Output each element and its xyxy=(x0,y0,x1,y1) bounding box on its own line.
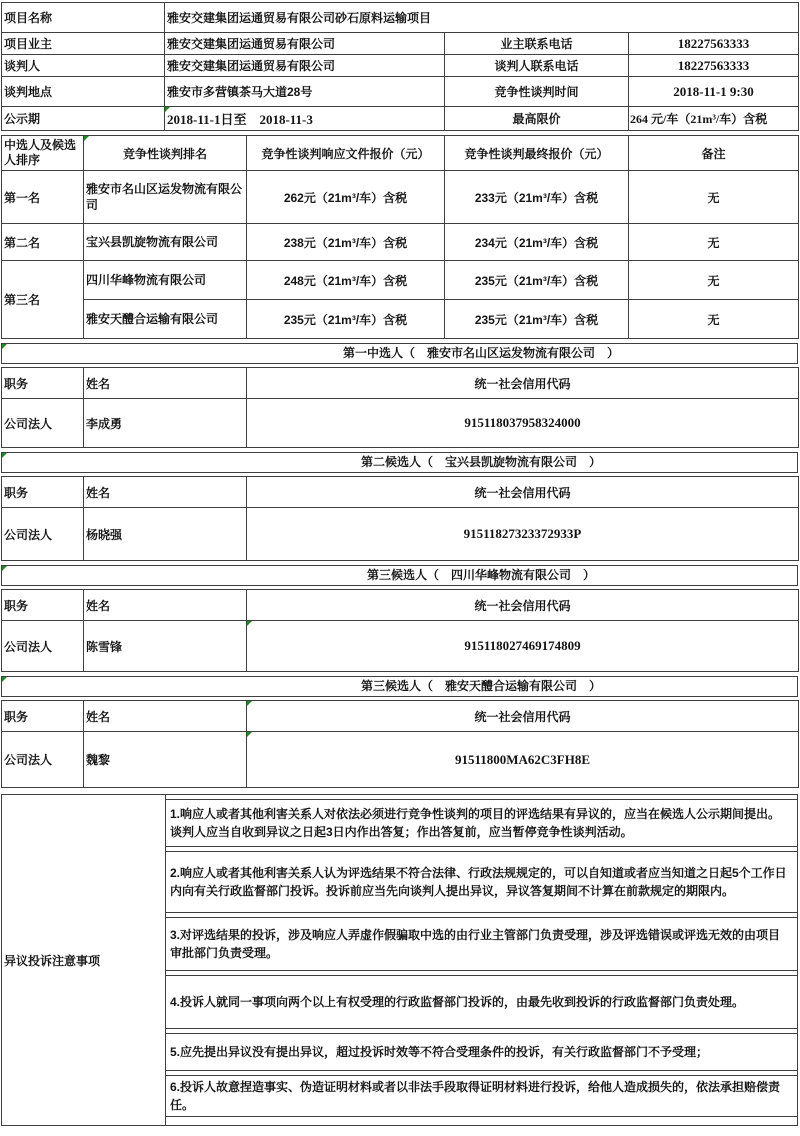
final-price-cell: 235元（21m³/车）含税 xyxy=(445,300,629,339)
name-col-header: 姓名 xyxy=(84,477,247,508)
candidate-3b-title-row xyxy=(1,676,798,697)
final-price-header: 竞争性谈判最终报价（元） xyxy=(445,136,629,171)
note-cell: 无 xyxy=(629,171,799,224)
note-paragraph-4: 4.投诉人就同一事项向两个以上有权受理的行政监督部门投诉的，由最先收到投诉的行政监督部门负责处理。 xyxy=(166,975,797,1029)
location-value: 雅安市多营镇茶马大道28号 xyxy=(165,77,445,107)
owner-label: 项目业主 xyxy=(2,33,165,55)
doc-price-header: 竞争性谈判响应文件报价（元） xyxy=(247,136,445,171)
note-paragraph-1: 1.响应人或者其他利害关系人对依法必须进行竞争性谈判的项目的评选结果有异议的，应当在候选人公示期间提出。谈判人应当自收到异议之日起3日内作出答复；作出答复前，应当暂停竞争性谈判活动。 xyxy=(166,799,797,847)
excel-indicator-icon xyxy=(84,136,89,141)
role-col-header: 职务 xyxy=(2,477,84,508)
company-cell: 雅安市名山区运发物流有限公司 xyxy=(84,171,247,224)
rank-cell: 第一名 xyxy=(2,171,84,224)
candidate-3a-title-row xyxy=(1,565,798,586)
final-price-cell: 235元（21m³/车）含税 xyxy=(445,261,629,300)
excel-indicator-icon xyxy=(2,453,7,458)
legal-person-name: 李成勇 xyxy=(84,399,247,448)
ranking-table xyxy=(1,135,799,339)
excel-indicator-icon xyxy=(2,677,7,682)
candidate-2-title-row xyxy=(1,452,798,473)
code-col-header xyxy=(247,701,799,732)
detail-value-row xyxy=(2,732,799,788)
project-name-value: 雅安交建集团运通贸易有限公司砂石原料运输项目 xyxy=(165,3,799,33)
negotiation-time-label: 竞争性谈判时间 xyxy=(445,77,629,107)
code-col-header: 统一社会信用代码 xyxy=(247,477,799,508)
project-name-label: 项目名称 xyxy=(2,3,165,33)
credit-code-cell xyxy=(247,732,799,788)
candidate-2-title: 第二候选人（ 宝兴县凯旋物流有限公司 ） xyxy=(360,455,601,469)
final-price-cell: 233元（21m³/车）含税 xyxy=(445,171,629,224)
owner-phone-label: 业主联系电话 xyxy=(445,33,629,55)
detail-value-row xyxy=(2,621,799,672)
code-col-header: 统一社会信用代码 xyxy=(247,590,799,621)
note-paragraph-3: 3.对评选结果的投诉，涉及响应人弄虚作假骗取中选的由行业主管部门负责受理，涉及评选错误或评选无效的由项目审批部门负责受理。 xyxy=(166,917,797,971)
code-col-header: 统一社会信用代码 xyxy=(247,368,799,399)
detail-value-row xyxy=(2,508,799,561)
note-cell: 无 xyxy=(629,224,799,261)
table-row xyxy=(2,171,799,224)
negotiator-value: 雅安交建集团运通贸易有限公司 xyxy=(165,55,445,77)
negotiator-phone-value: 18227563333 xyxy=(629,55,799,77)
bid-result-sheet xyxy=(1,2,798,1126)
table-row xyxy=(2,261,799,300)
role-cell: 公司法人 xyxy=(2,621,84,672)
excel-indicator-icon xyxy=(2,344,7,349)
detail-value-row xyxy=(2,399,799,448)
objection-notes-section xyxy=(1,794,798,1126)
credit-code-text: 91511800MA62C3FH8E xyxy=(454,751,591,767)
rank-header-text: 竞争性谈判排名 xyxy=(122,146,207,161)
max-price-label: 最高限价 xyxy=(445,107,629,131)
candidate-2-detail-table xyxy=(1,476,799,561)
doc-price-cell: 262元（21m³/车）含税 xyxy=(247,171,445,224)
publicity-period-value xyxy=(165,107,445,131)
table-row xyxy=(2,224,799,261)
credit-code-cell: 915118037958324000 xyxy=(247,399,799,448)
winner-1-title-row xyxy=(1,343,798,364)
credit-code-cell xyxy=(247,621,799,672)
note-cell: 无 xyxy=(629,261,799,300)
candidate-3a-title: 第三候选人（ 四川华峰物流有限公司 ） xyxy=(366,568,595,582)
note-cell: 无 xyxy=(629,300,799,339)
rank-group-header: 中选人及候选人排序 xyxy=(2,136,84,171)
owner-value: 雅安交建集团运通贸易有限公司 xyxy=(165,33,445,55)
candidate-3b-detail-table xyxy=(1,700,799,788)
credit-code-text: 915118027469174809 xyxy=(464,638,581,653)
credit-code-cell: 91511827323372933P xyxy=(247,508,799,561)
legal-person-name: 陈雪锋 xyxy=(84,621,247,672)
name-col-header: 姓名 xyxy=(84,590,247,621)
table-row xyxy=(2,107,799,131)
name-col-header: 姓名 xyxy=(84,368,247,399)
doc-price-cell: 235元（21m³/车）含税 xyxy=(247,300,445,339)
code-col-header-text: 统一社会信用代码 xyxy=(474,709,571,724)
excel-indicator-icon xyxy=(247,732,252,737)
role-cell: 公司法人 xyxy=(2,732,84,788)
rank-cell: 第二名 xyxy=(2,224,84,261)
owner-phone-value: 18227563333 xyxy=(629,33,799,55)
role-col-header: 职务 xyxy=(2,590,84,621)
legal-person-name: 魏黎 xyxy=(84,732,247,788)
candidate-3a-detail-table xyxy=(1,589,799,672)
project-info-table xyxy=(1,2,799,131)
negotiation-time-value: 2018-11-1 9:30 xyxy=(629,77,799,107)
negotiator-phone-label: 谈判人联系电话 xyxy=(445,55,629,77)
role-col-header: 职务 xyxy=(2,701,84,732)
publicity-period-label: 公示期 xyxy=(2,107,165,131)
candidate-3b-title: 第三候选人（ 雅安天醴合运输有限公司 ） xyxy=(360,679,601,693)
detail-header-row xyxy=(2,701,799,732)
company-cell: 四川华峰物流有限公司 xyxy=(84,261,247,300)
ranking-header-row xyxy=(2,136,799,171)
location-label: 谈判地点 xyxy=(2,77,165,107)
excel-indicator-icon xyxy=(2,566,7,571)
table-row xyxy=(2,55,799,77)
table-row xyxy=(2,300,799,339)
negotiator-label: 谈判人 xyxy=(2,55,165,77)
table-row xyxy=(2,77,799,107)
rank-cell: 第三名 xyxy=(2,261,84,339)
note-paragraph-6: 6.投诉人故意捏造事实、伪造证明材料或者以非法手段取得证明材料进行投诉，给他人造成损失的，依法承担赔偿责任。 xyxy=(166,1075,797,1117)
excel-indicator-icon xyxy=(247,621,252,626)
winner-1-detail-table xyxy=(1,367,799,448)
company-cell: 宝兴县凯旋物流有限公司 xyxy=(84,224,247,261)
note-header: 备注 xyxy=(629,136,799,171)
note-paragraph-2: 2.响应人或者其他利害关系人认为评选结果不符合法律、行政法规规定的，可以自知道或者应当知道之日起5个工作日内向有关行政监督部门投诉。投诉前应当先向谈判人提出异议，异议答复期间不计算在前款规定的期限内。 xyxy=(166,851,797,913)
doc-price-cell: 248元（21m³/车）含税 xyxy=(247,261,445,300)
legal-person-name: 杨晓强 xyxy=(84,508,247,561)
winner-1-title: 第一中选人（ 雅安市名山区运发物流有限公司 ） xyxy=(342,346,619,360)
detail-header-row xyxy=(2,368,799,399)
role-cell: 公司法人 xyxy=(2,399,84,448)
table-row xyxy=(2,33,799,55)
publicity-period-text: 2018-11-1日至 2018-11-3 xyxy=(167,112,313,127)
detail-header-row xyxy=(2,477,799,508)
table-row xyxy=(2,3,799,33)
excel-indicator-icon xyxy=(247,701,252,706)
excel-indicator-icon xyxy=(165,107,170,112)
detail-header-row xyxy=(2,590,799,621)
role-cell: 公司法人 xyxy=(2,508,84,561)
doc-price-cell: 238元（21m³/车）含税 xyxy=(247,224,445,261)
name-col-header: 姓名 xyxy=(84,701,247,732)
role-col-header: 职务 xyxy=(2,368,84,399)
objection-notes-body xyxy=(166,795,797,1125)
rank-header xyxy=(84,136,247,171)
company-cell: 雅安天醴合运输有限公司 xyxy=(84,300,247,339)
note-paragraph-5: 5.应先提出异议没有提出异议，超过投诉时效等不符合受理条件的投诉，有关行政监督部门不予受理； xyxy=(166,1033,797,1071)
objection-notes-label: 异议投诉注意事项 xyxy=(2,795,166,1125)
max-price-value: 264 元/车（21m³/车）含税 xyxy=(629,107,799,131)
final-price-cell: 234元（21m³/车）含税 xyxy=(445,224,629,261)
